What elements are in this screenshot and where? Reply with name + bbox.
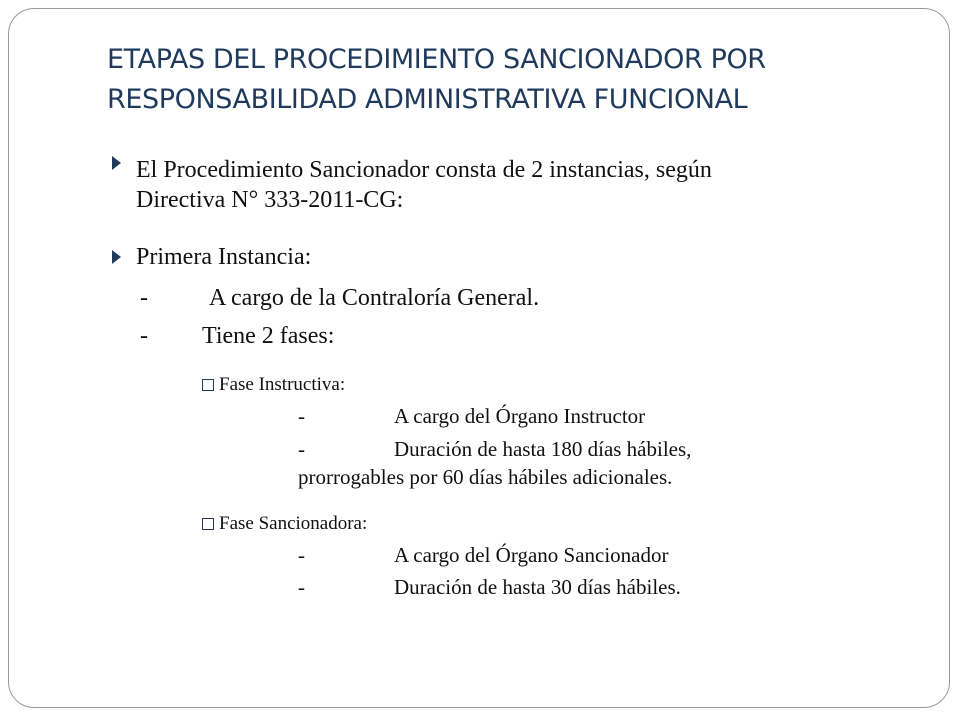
- hollow-square-icon: [202, 518, 214, 530]
- fase-instructiva-item-2-dash: -: [298, 437, 305, 461]
- bullet-2-item-2-dash: -: [140, 323, 148, 349]
- fase-sancionadora-item-1-dash: -: [298, 543, 305, 567]
- slide-title-line2: RESPONSABILIDAD ADMINISTRATIVA FUNCIONAL: [107, 84, 748, 115]
- fase-sancionadora-item-1-text: A cargo del Órgano Sancionador: [394, 543, 669, 567]
- fase-instructiva-item-1-dash: -: [298, 404, 305, 428]
- fase-instructiva-continuation: prorrogables por 60 días hábiles adicionales.: [298, 465, 673, 489]
- triangle-arrow-right-icon: [112, 156, 121, 170]
- fase-sancionadora-label: Fase Sancionadora:: [219, 513, 368, 534]
- slide-title-line1: ETAPAS DEL PROCEDIMIENTO SANCIONADOR POR: [107, 44, 766, 75]
- bullet-2-label: Primera Instancia:: [136, 244, 312, 270]
- bullet-2-item-1-dash: -: [140, 285, 148, 311]
- fase-sancionadora-item-2-text: Duración de hasta 30 días hábiles.: [394, 575, 681, 599]
- bullet-1-line2: Directiva N° 333-2011-CG:: [136, 187, 404, 213]
- hollow-square-icon: [202, 379, 214, 391]
- slide-title: [107, 40, 907, 120]
- fase-sancionadora-item-2-dash: -: [298, 575, 305, 599]
- bullet-2-item-2-text: Tiene 2 fases:: [202, 323, 335, 349]
- fase-instructiva-label: Fase Instructiva:: [219, 374, 346, 395]
- fase-instructiva-item-1-text: A cargo del Órgano Instructor: [394, 404, 646, 428]
- fase-instructiva-item-2-text: Duración de hasta 180 días hábiles,: [394, 437, 692, 461]
- triangle-arrow-right-icon: [112, 250, 121, 264]
- bullet-1-line1: El Procedimiento Sancionador consta de 2 instancias, según: [136, 157, 712, 183]
- bullet-2-item-1-text: A cargo de la Contraloría General.: [209, 285, 540, 311]
